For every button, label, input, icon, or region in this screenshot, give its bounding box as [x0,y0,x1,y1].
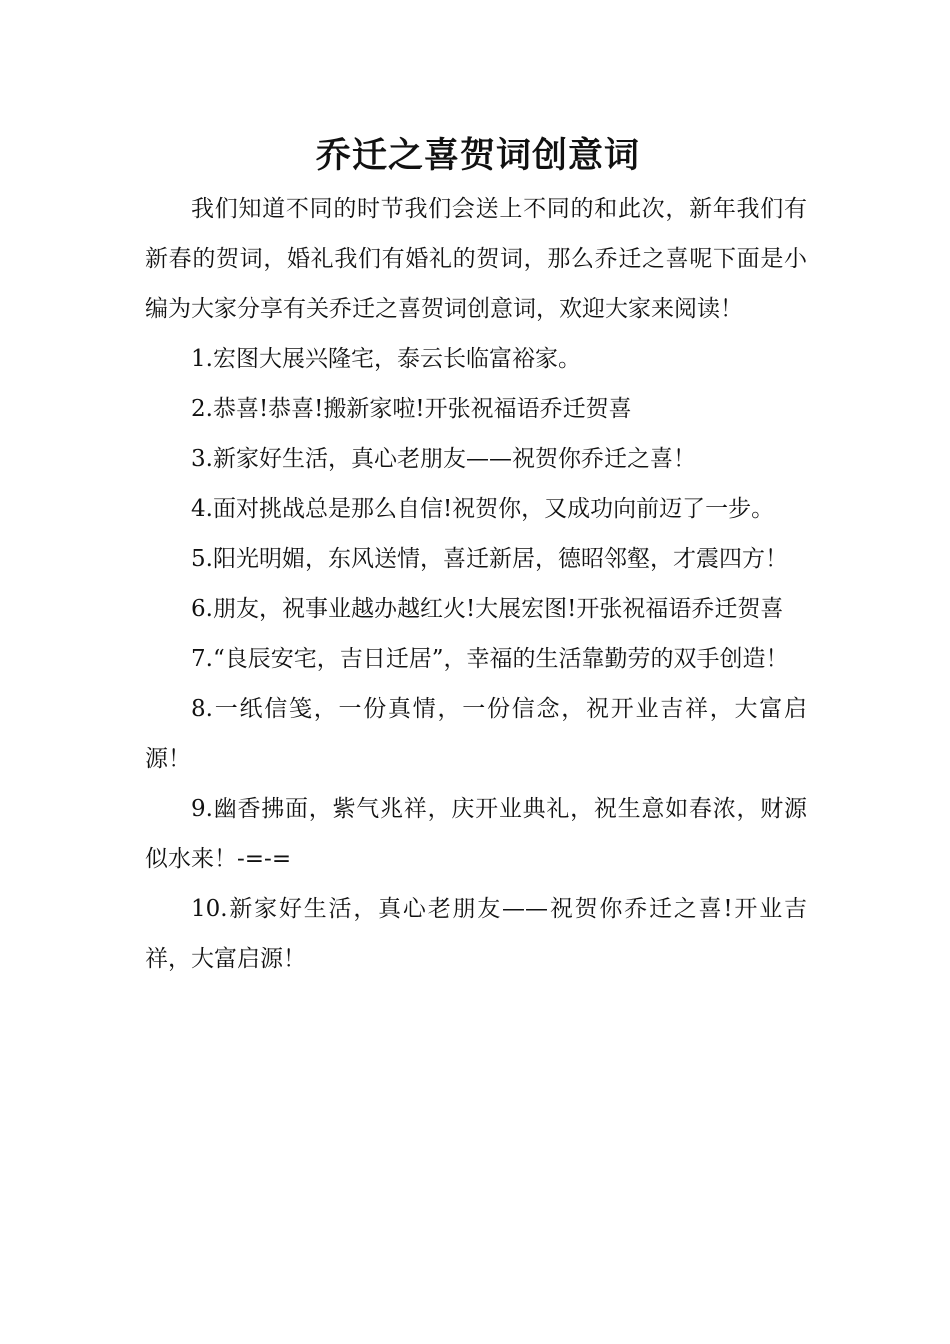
list-item: 1.宏图大展兴隆宅，泰云长临富裕家。 [191,346,581,372]
list-item: 10.新家好生活，真心老朋友——祝贺你乔迁之喜!开业吉祥，大富启源！ [145,896,807,972]
document-page [145,128,807,984]
list-item: 3.新家好生活，真心老朋友——祝贺你乔迁之喜！ [191,446,696,472]
list-item: 2.恭喜!恭喜!搬新家啦!开张祝福语乔迁贺喜 [191,396,632,422]
intro-paragraph: 我们知道不同的时节我们会送上不同的和此次，新年我们有新春的贺词，婚礼我们有婚礼的贺词，那么乔迁之喜呢下面是小编为大家分享有关乔迁之喜贺词创意词，欢迎大家来阅读！ [145,196,807,322]
list-item: 5.阳光明媚，东风送情，喜迁新居，德昭邻壑，才震四方！ [191,546,788,572]
list-item: 8.一纸信笺，一份真情，一份信念，祝开业吉祥，大富启源！ [145,696,807,772]
list-item: 7.“良辰安宅，吉日迁居”，幸福的生活靠勤劳的双手创造！ [191,646,789,672]
list-item: 4.面对挑战总是那么自信!祝贺你，又成功向前迈了一步。 [191,496,775,522]
document-title: 乔迁之喜贺词创意词 [315,135,640,176]
list-item: 9.幽香拂面，紫气兆祥，庆开业典礼，祝生意如春浓，财源似水来！-=-= [145,796,807,872]
list-item: 6.朋友，祝事业越办越红火!大展宏图!开张祝福语乔迁贺喜 [191,596,784,622]
